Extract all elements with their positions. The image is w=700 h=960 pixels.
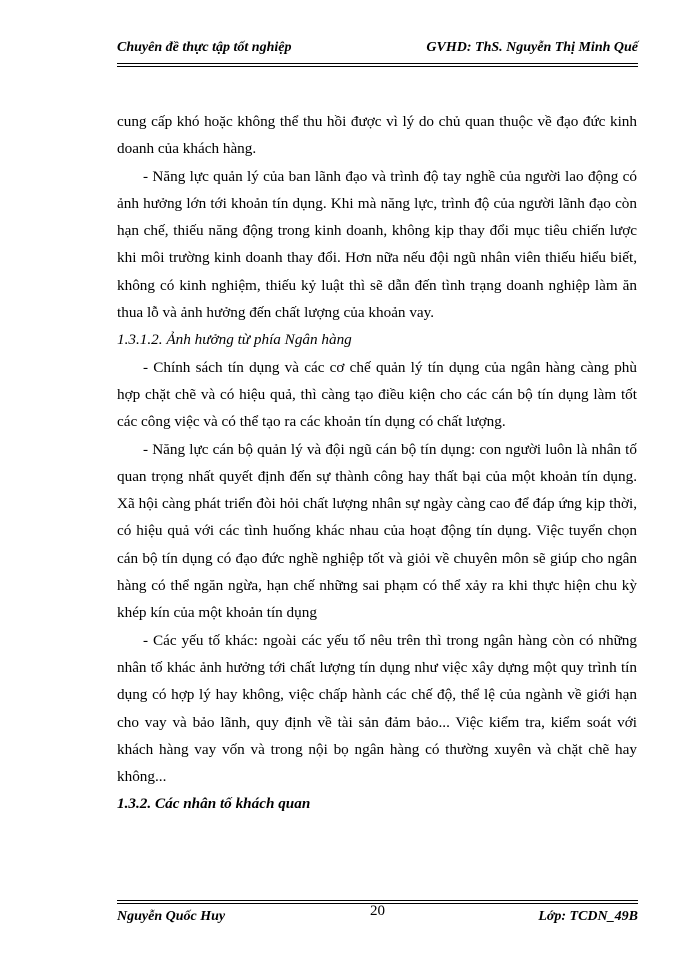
paragraph-continuation: cung cấp khó hoặc không thể thu hồi được vì lý do chủ quan thuộc về đạo đức kinh doanh của khách hàng. <box>117 113 637 158</box>
page-header <box>117 40 638 62</box>
page-number: 20 <box>370 903 385 919</box>
paragraph-staff-capacity: - Năng lực cán bộ quản lý và đội ngũ cán bộ tín dụng: con người luôn là nhân tố quan trọng nhất quyết định đến sự thành công hay thất bại của một khoản tín dụng. Xã hội càng phát triển đòi hỏi chất lượng nhân sự ngày càng cao để đáp ứng kịp thời, có hiệu quả với các tình huống khác nhau của hoạt động tín dụng. Việc tuyển chọn cán bộ tín dụng có đạo đức nghề nghiệp tốt và giỏi về chuyên môn sẽ giúp cho ngân hàng có thể ngăn ngừa, hạn chế những sai phạm có thể xảy ra khi thực hiện chu kỳ khép kín của một khoản tín dụng <box>117 440 637 622</box>
footer-author: Nguyễn Quốc Huy <box>117 909 226 924</box>
paragraph-management-capacity: - Năng lực quản lý của ban lãnh đạo và trình độ tay nghề của người lao động có ảnh hưởng lớn tới khoản tín dụng. Khi mà năng lực, trình độ của người lãnh đạo còn hạn chế, thiếu năng động trong kinh doanh, không kịp thay đổi mục tiêu chiến lược khi môi trường kinh doanh thay đổi. Hơn nữa nếu đội ngũ nhân viên thiếu hiểu biết, không có kinh nghiệm, thiếu kỷ luật thì sẽ dẫn đến tình trạng doanh nghiệp làm ăn thua lỗ và ảnh hưởng đến chất lượng của khoản vay. <box>117 167 637 322</box>
section-heading-bank-influence: 1.3.1.2. Ảnh hưởng từ phía Ngân hàng <box>117 331 352 349</box>
paragraph-credit-policy: - Chính sách tín dụng và các cơ chế quản lý tín dụng của ngân hàng càng phù hợp chặt chẽ và có hiệu quả, thì càng tạo điều kiện cho các cán bộ tín dụng làm tốt các công việc và có thể tạo ra các khoản tín dụng có chất lượng. <box>117 358 637 431</box>
header-supervisor: GVHD: ThS. Nguyễn Thị Minh Quế <box>426 40 638 55</box>
footer-class: Lớp: TCDN_49B <box>538 909 638 924</box>
section-heading-objective-factors: 1.3.2. Các nhân tố khách quan <box>117 795 311 813</box>
paragraph-other-factors: - Các yếu tố khác: ngoài các yếu tố nêu trên thì trong ngân hàng còn có những nhân tố khác ảnh hưởng tới chất lượng tín dụng như việc xây dựng một quy trình tín dụng có hợp lý hay không, việc chấp hành các chế độ, thể lệ của ngành về giới hạn cho vay và bảo lãnh, quy định về tài sản đảm bảo... Việc kiểm tra, kiểm soát với khách hàng vay vốn và trong nội bọ ngân hàng có thường xuyên và chặt chẽ hay không... <box>117 631 637 786</box>
header-divider <box>117 63 638 67</box>
page-content <box>117 108 637 818</box>
header-document-title: Chuyên đề thực tập tốt nghiệp <box>117 40 292 55</box>
page-footer <box>117 905 638 927</box>
